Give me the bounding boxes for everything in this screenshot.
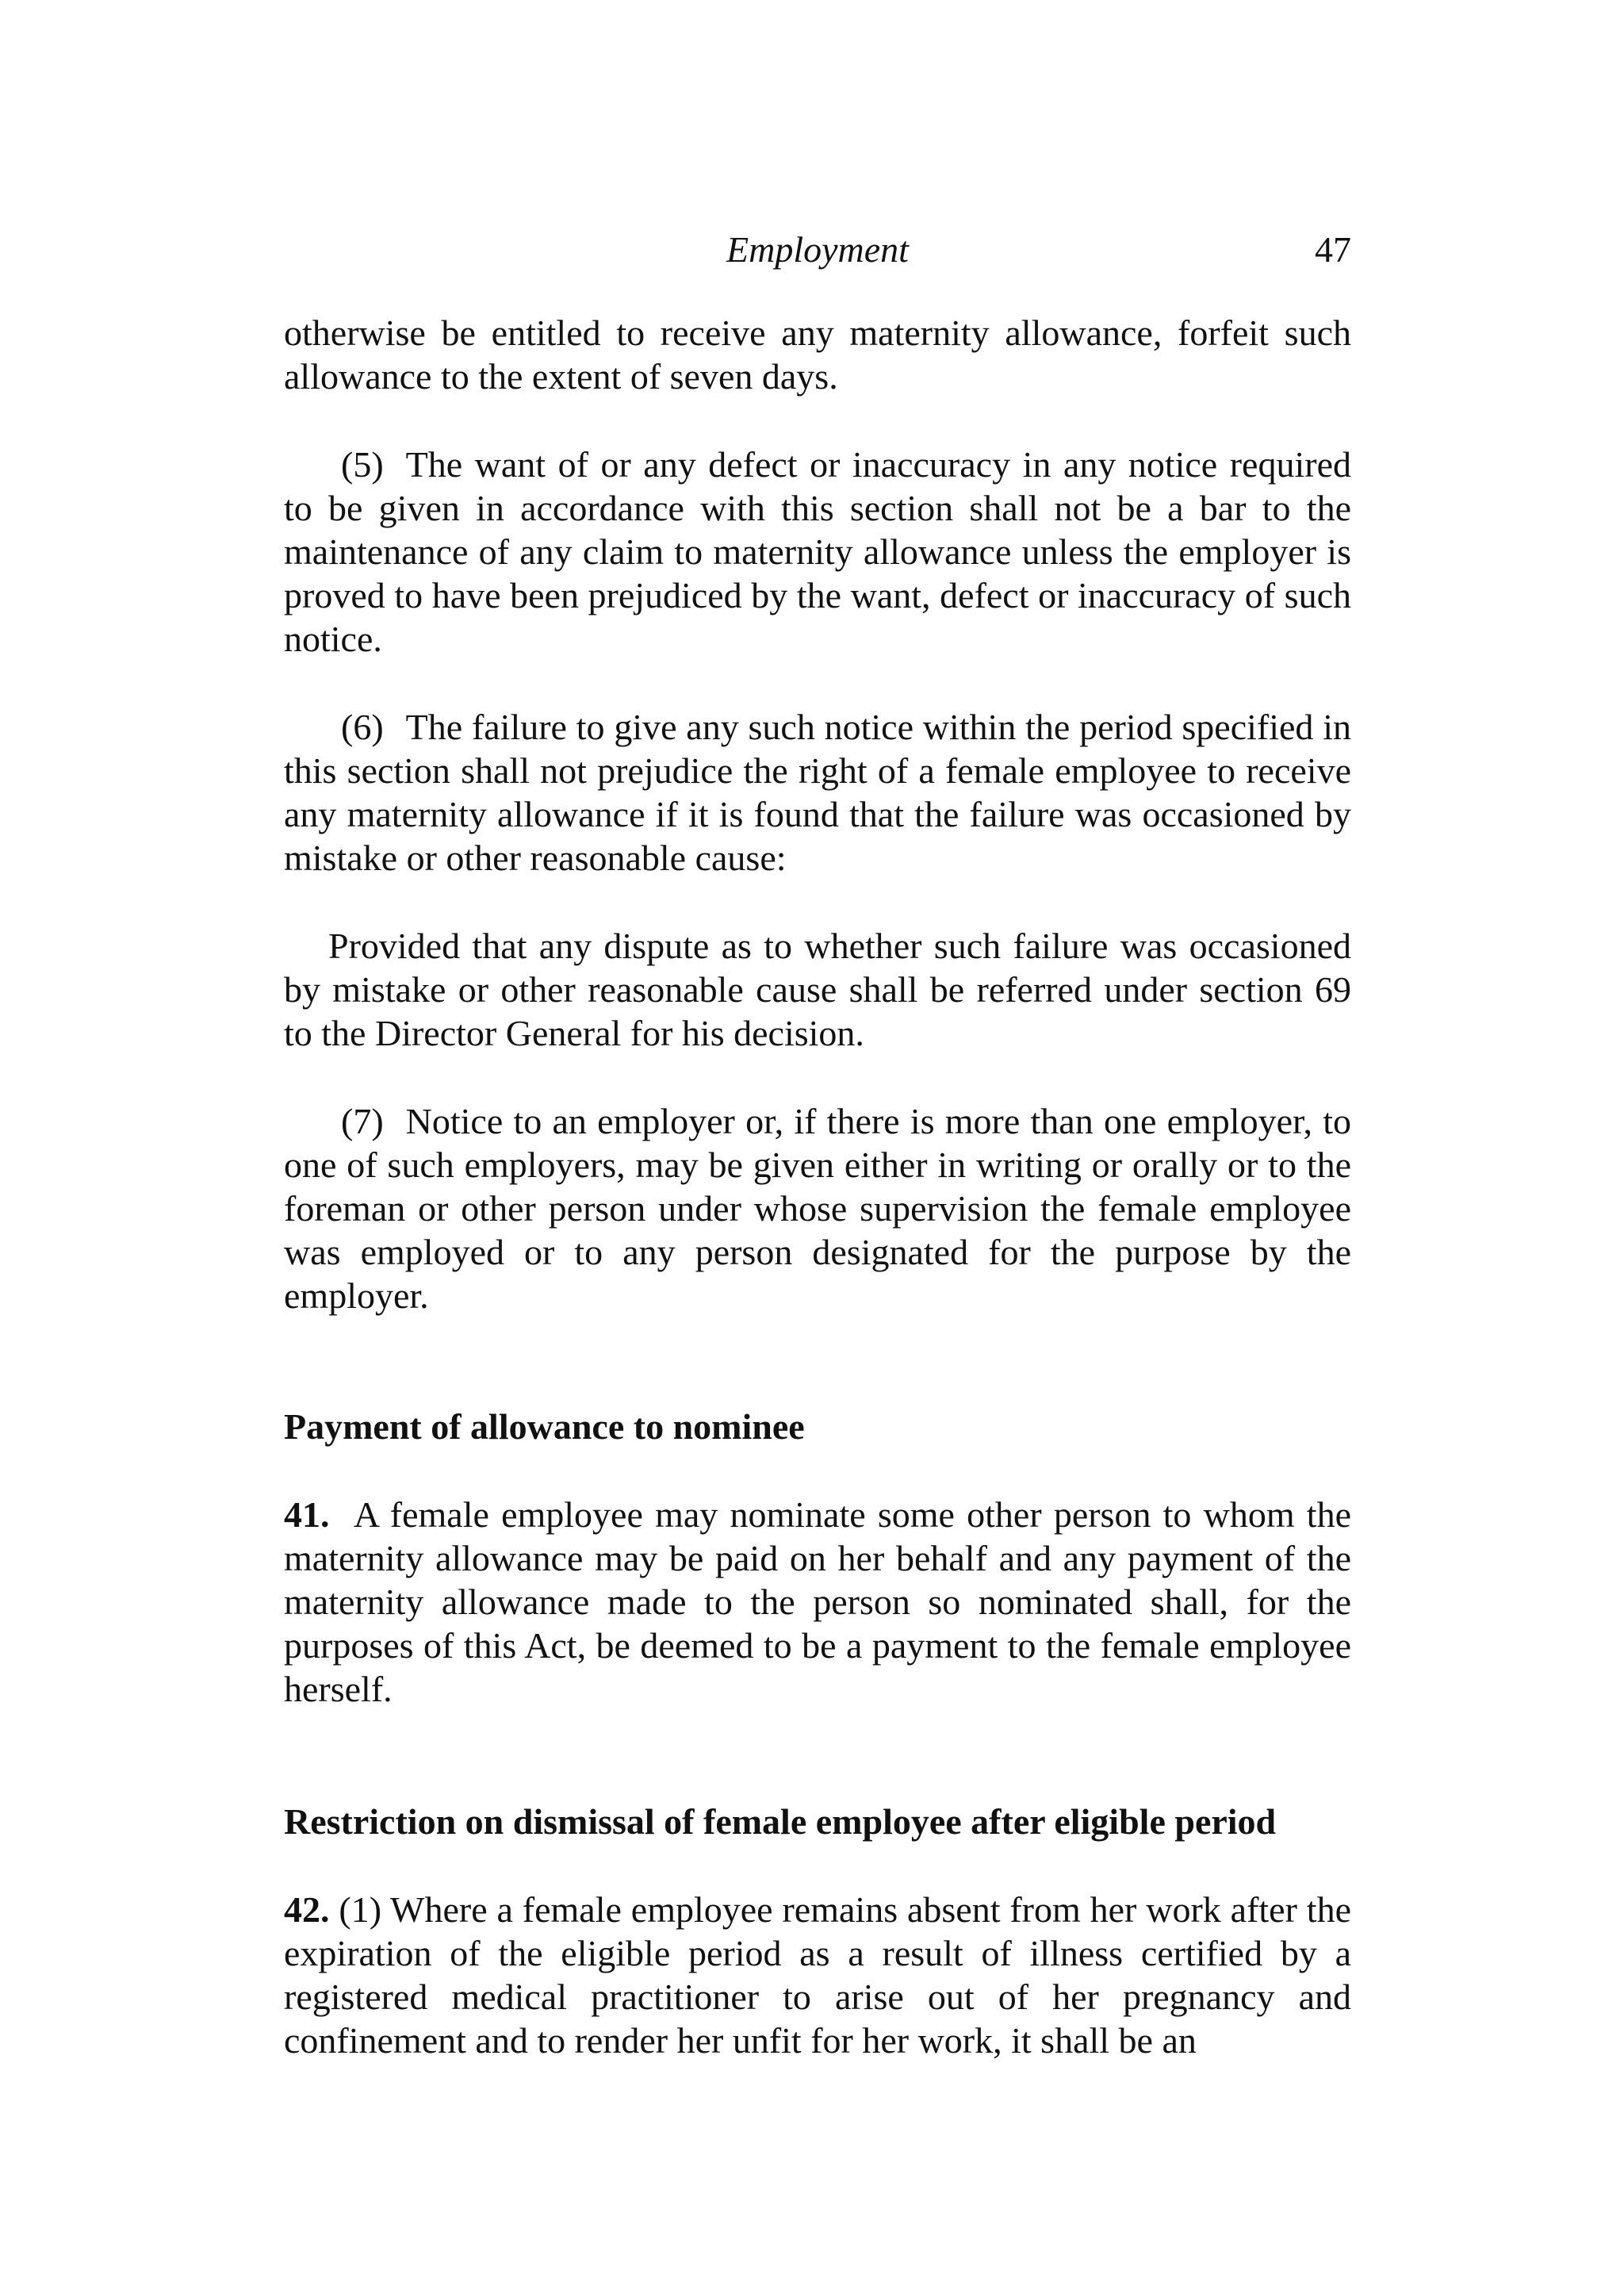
continuation-paragraph: otherwise be entitled to receive any maternity allowance, forfeit such allowance to the extent of seven days. (284, 313, 1351, 397)
proviso-paragraph: Provided that any dispute as to whether such failure was occasioned by mistake or other reasonable cause shall be referred under section 69 to the Director General for his decision. (284, 926, 1351, 1053)
subsection-text: Notice to an employer or, if there is more than one employer, to one of such employers, may be given either in writing or orally or to the foreman or other person under whose supervision the female employee was employed or to any person designated for the purpose by the employer. (284, 1101, 1351, 1316)
subsection-text: The want of or any defect or inaccuracy in any notice required to be given in accordance with this section shall not be a bar to the maintenance of any claim to maternity allowance unless the employer is proved to have been prejudiced by the want, defect or inaccuracy of such notice. (284, 444, 1351, 659)
section-number: 41. (284, 1494, 330, 1535)
section-heading-41: Payment of allowance to nominee (284, 1406, 805, 1447)
section-number: 42. (284, 1889, 330, 1930)
running-title: Employment (726, 229, 909, 270)
subsection-7 (284, 1099, 1351, 1317)
document-page (284, 222, 1351, 2062)
running-header (284, 222, 1351, 278)
section-text: (1) Where a female employee remains absent from her work after the expiration of the eligible period as a result of illness certified by a registered medical practitioner to arise out of her pregnancy and confinement and to render her unfit for her work, it shall be an (284, 1889, 1351, 2061)
section-heading-42: Restriction on dismissal of female employee after eligible period (284, 1801, 1277, 1842)
subsection-number: (5) (341, 444, 384, 485)
subsection-number: (6) (341, 707, 384, 747)
section-text: A female employee may nominate some other person to whom the maternity allowance may be paid on her behalf and any payment of the maternity allowance made to the person so nominated shall, for the purposes of this Act, be deemed to be a payment to the female employee herself. (284, 1494, 1352, 1709)
subsection-text: The failure to give any such notice within the period specified in this section shall not prejudice the right of a female employee to receive any maternity allowance if it is found that the failure was occasioned by mistake or other reasonable cause: (284, 707, 1351, 878)
page-number: 47 (1315, 229, 1351, 270)
subsection-6 (284, 705, 1351, 880)
subsection-number: (7) (341, 1101, 384, 1141)
section-41-paragraph (284, 1493, 1351, 1711)
section-42-paragraph (284, 1888, 1351, 2062)
subsection-5 (284, 443, 1351, 661)
